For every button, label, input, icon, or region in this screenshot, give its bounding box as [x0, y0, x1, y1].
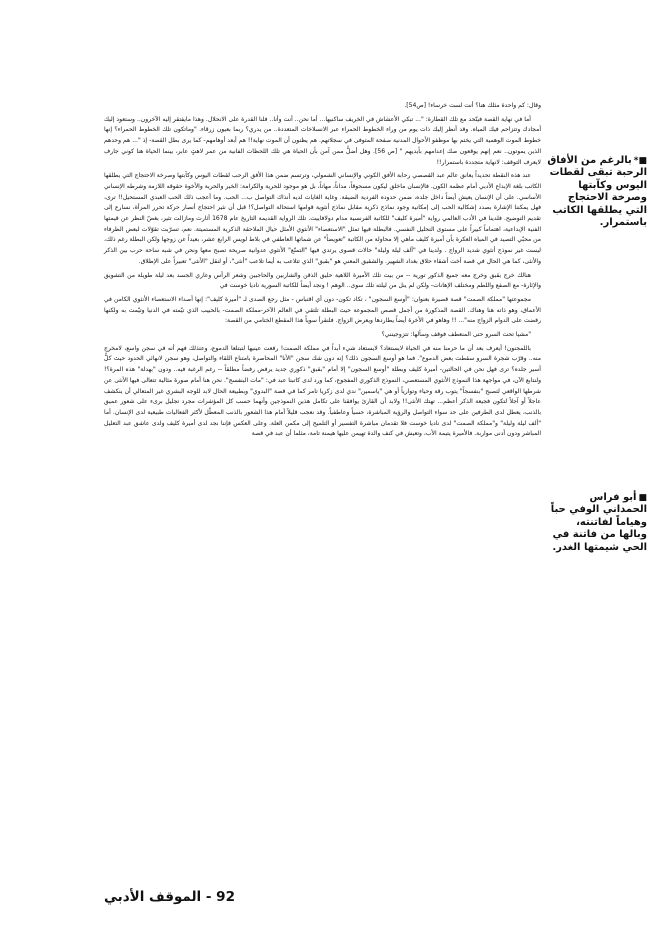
article-paragraph-1: وقال: كم واحدة مثلك هنا؟ أنت لست خرساء! [ص54].	[404, 102, 541, 109]
bullet-square-icon: ■	[638, 493, 647, 503]
side-note-2	[547, 492, 647, 554]
page-footer: 92 - الموقف الأدبي	[104, 889, 235, 905]
article-paragraph-5: مجموعتها "مملكة الصمت" قصة قصيرة بعنوان: "أوسع السجون" ، تكاد تكون- دون أي اقتباس - مثل رجع الصدى لـ "أميرة كليف": إنها أصداء الاستعصاء الأنثوي الكامن في الأعماق، وهو ذاته هنا وهناك. القصة المذكورة من أجمل قصص المجموعة حيث البطلة تلتقي في العالم الآخر-مملكة الصمت- بالحبيب الذي تيّمته في الدنيا وتيّمت به ولكنها رفضت على الدوام الزواج منه"... !! وهاهو في الأخرة أيضاً يطاردها ويعرض الزواج. فلنقرأ سوياً هذا المقطع الختامي من القصة:	[104, 295, 541, 325]
article-paragraph-3: عند هذه النقطة تحديداً يعانق عالم عبد القصصي رحابة الأفق الكوني والإنساني الشمولي، وترتسم ضمن هذا الأفق الرحب لقطات اليوس وكآبتها وصرخة الاحتجاج التي يطلقها الكاتب بلغة الإبداع الأدبي أمام عظمة الكون. فالإنسان ماخلق ليكون مسحوقاً، مداناً، مهاناً، بل هو موجود للحرية والكرامة: الخير والحرية والأخوة حقوقه اللازمة وشرطه الإنساني الأساسي. على أن الإنسان يعيش أيضاً داخل جلده، ضمن حدوده الفردية الضيقة. وغاية الغايات لديه أنذاك التواصل ب... الحب. وما أعجب ذلك الحب العبدي المستحيل!! ترى، فهل يمكننا الإشارة بصدد إشكالية الحب إلى إمكانية وجود نماذج ذكرية مقابل نماذج أنثوية قوامها استحالة التواصل؟! قبل أن نثير احتجاج أنصار حركة تحرر المرأة، نسارع إلى تقديم التوضيح. فلدينا في الأدب العالمي رواية "أميرة كليف" للكاتبة الفرنسية مدام دولافاييت. تلك الرواية القديمة التاريخ عام 1678 أثارت ومازالت تثير، بغضّ النظر عن قيمتها الفنية الإبداعية، اهتماماً كبيراً على مستوى التحليل النفسي. فالبطلة فيها تمثل "الاستعصاء" الأنثوي الأمثل حيال الملاحقة الذكرية المستميتة. نعم، تسرّبت تقوّلات لبعض الظرفاء من محبّي التصيد في المياه العكرة بأن أميرة كليف ماهي إلا محاولة من الكاتبة "تعويضاً" عن شماتها العاطفي في بلاط لويس الرابع عشر، بعيداً عن زوجها ولكن البطلة رغم ذلك، ليست غير نموذج أنثوي شديد الرواج . ولدينا في "ألف ليلة وليلة" حالات قصوى يرتدي فيها "التمنّع" الأنثوي عدوانية صريحة تصبح معها ونحن في شبه ساحة حرب بين الذكر والأنثى، كما هي الحال في قصة أخت أشقاء حلاق بغداد الشهير. والشقيق المعني هو "بقبق" الذي تتلاعب به أيما تلاعب "أنثى"، أو لنقل "الأنثى" تعبيراً على الإطلاق.	[103, 172, 541, 265]
bullet-square-icon: ■*	[633, 156, 647, 166]
side-note-1-text: بالرغم من الأفاق الرحبة تبقى لقطات اليوس وكآبتها وصرخة الاحتجاج التي يطلقها الكاتب باستمرار.	[547, 155, 647, 229]
article-quote: "مشيا تحت السرو حتى المنعطف فوقف وسألها: تتزوجينني؟	[381, 331, 531, 339]
side-note-2-text: أبو فراس الحمداني الوفي حباً وهياماً لفاتنته، وبالها من فاتنة في الحي شيمتها الغدر.	[550, 492, 647, 553]
article-paragraph-6: باللمجنون! أيعرف بعد أن ما حرمنا منه في الحياة لايستعاد؟ لايستعاد شيء أبداً في مملكة الصمت! رفعت عينيها لتبتلعا الدموع، وعتذلك فهم أنه في سجن واسع، لامخرج منه.. وقرّب شجرة السرو سقطت بعض الدموع". فما هو أوسع السجون ذلك؟ إنه دون شك سجن "الأنا" المحاصرة بامتناع اللقاء والتواصل، وهو سجن لانهائي الحدود حيث كلٌّ أسير جلده؟ ترى فهل نحن في الحالتين- أميرة كليف وبطلة "أوسع السجون" إلا أمام "بقبق" ذكوري جديد يرفض رفضاً مطلقاً -- رغم الرغبة فيه.. ودون "بهدلة" هذه المرة؟! ولنتابع الآن، في مواجهة هذا النموذج الأنثوي المستعصي، النموذج الذكوري المفجوع، كما ورد لدى كاتبنا عبد في: "مات البنفسج". نحن هنا أمام صورة مثالية تتعالى فيها الأنثى عن شرطها الواقعي لتصبح "بنفسجاً" يتوب رقة وحياء وتوارياً أو هي "ياسمين" ندي لدى زكريا تامر كما في قصة "البدوي" وبطبيعة الحال لابد للوجه البشري غير المتعالي أن ينكشف عاجلاً أو آجلاً لتكون فجيعة الذكر أعظم... تهتك الأنثى!! ولابد أن القارئ يوافقنا على تكامل هذين النموذجين وأنهما حسب كل المؤشرات مجرد تجليل برىء على شعور عميق بالذنب، يعطل لدى الطرفين على حد سواء التواصل والرؤية المباشرة، حسياً وعاطفياً. وقد نعجب قليلاً أمام هذا الشعور بالذنب المعطّل لأكثر الفعاليات طبيعية لدى الإنسان. أما "ألف ليلة وليلة" و"مملكة الصمت" لدى ناديا خوست فلا تقدمان مباشرة التفسير أو التلميح إلى مكمن العلة. وعلى العكس فإننا نجد لدى أميرة كليف ولدى عاشق عبد التعليل المباشر ودون أدنى مواربة. فالأميرة يتيمة الأب، وتعيش في كنف والدة تهيمن عليها هيمنة تامة، مثلما أن عبد في قصة	[104, 344, 541, 438]
article-paragraph-2: أما في نهاية القصة فيتّحد مع تلك القطارة: "... تبكي الأعشاش في الخريف ساكنيها... أما نحن.. أنت وأنا.. فلنا القدرة على الانحلال. وهذا مايفتقر إليه الآخرون.. وستعود إليك أمجادك وتتزاحم فيك المياه. وقد أنظر إليك ذات يوم من وراء الخطوط الحمراء عبر الانسلاخات المتعددة.. من يدري؟ ربما بعيون زرقاء. "وماتكون تلك الخطوط الحمراء؟ إنها خطوط الموت الوهمية التي يختم بها موظفو الأحوال المدنية صفحة المتوفى في سجلاتهم. هم يظنون أن الموت نهاية!! هم أبعد أوهامهم- كما يرى بطل القصة- إذ "... هم وحدهم الذين يموتون.. نعم إنهم يوقعون صك إعدامهم بأيديهم " [ص 56]. وهل أضلُّ ممن آمن بأن الحياة هي تلك اللحظات الفانية من عمر لاهثٍ عابر، بينما الحياة هنا كوني جارف لايعرف التوقف: لانهاية متجددة باستمرار!!	[104, 115, 542, 166]
article-paragraph-4: هنالك خرج بقبق وخرج معه جميع الذكور تورية -- من بيت تلك الأميرة اللاهية حليق الذقن والشاربين والحاجبين وشعر الرأس وعاري الجسد بعد ليلة طويلة من التشويق والإثارة- مع الصفع واللطم ومختلف الإهانات- ولكن لم ينل من ليلته تلك سوى.. الوهم ! ونجد أيضاً للكاتبة السورية ناديا خوست في	[104, 271, 541, 290]
article-body	[104, 101, 541, 441]
side-note-1	[547, 155, 647, 229]
